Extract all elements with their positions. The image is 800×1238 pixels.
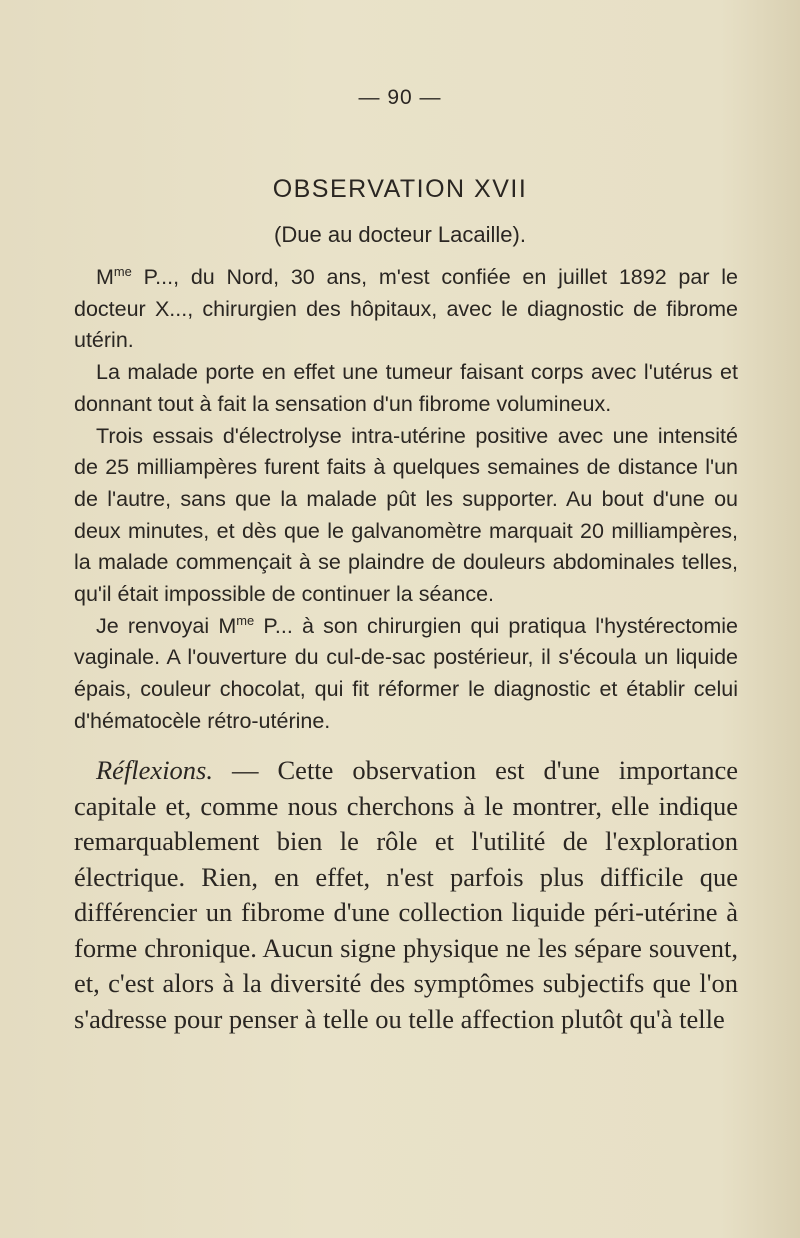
paragraph-3: Trois essais d'électrolyse intra-utérine positive avec une intensité de 25 milliampères furent faits à quelques semaines de distance l'un de l'autre, sans que la malade pût les supporter. Au bout d'une ou deux minutes, et dès que le galvanomètre marquait 20 milliampères, la malade commençait à se plaindre de douleurs abdominales telles, qu'il était impossible de continuer la séance.: [74, 423, 738, 607]
reflexions-text: — Cette observation est d'une importance capitale et, comme nous cherchons à le montrer, elle indique remarquablement bien le rôle et l'utilité de l'exploration électrique. Rien, en effet, n'est parfois plus difficile que différencier un fibrome d'une collection liquide péri-utérine à forme chronique. Aucun signe physique ne les sépare souvent, et, c'est alors à la diversité des symptômes subjectifs que l'on s'adresse pour penser à telle ou telle affection plutôt qu'à telle: [74, 755, 738, 1034]
observation-title: OBSERVATION XVII: [272, 175, 528, 203]
reflexions-section: [74, 753, 738, 1037]
observation-body: [74, 262, 738, 738]
observation-subtitle: (Due au docteur Lacaille).: [274, 222, 526, 247]
reflexions-paragraph: [74, 753, 738, 1037]
reflexions-lead: Réflexions.: [96, 755, 213, 785]
page-number: — 90 —: [358, 86, 442, 109]
paragraph-4: Je renvoyai $M^{me}$ P... à son chirurgien qui pratiqua l'hystérectomie vaginale. A l'ouverture du cul-de-sac postérieur, il s'écoula un liquide épais, couleur chocolat, qui fit réformer le diagnostic et établir celui d'hématocèle rétro-utérine.: [74, 612, 738, 733]
paragraph-1: $M^{me}$ P..., du Nord, 30 ans, m'est confiée en juillet 1892 par le docteur X..., chirurgien des hôpitaux, avec le diagnostic de fibrome utérin.: [74, 263, 738, 353]
paragraph-2: La malade porte en effet une tumeur faisant corps avec l'utérus et donnant tout à fait la sensation d'un fibrome volumineux.: [74, 360, 738, 416]
